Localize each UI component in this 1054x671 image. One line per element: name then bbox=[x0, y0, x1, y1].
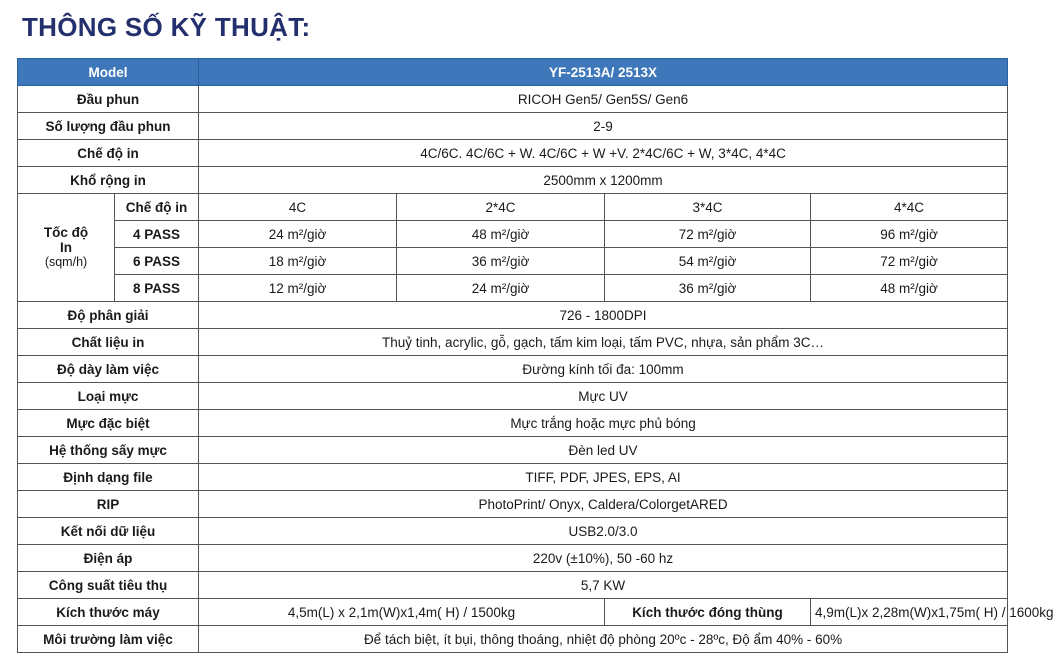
speed-row bbox=[18, 275, 1008, 302]
page-title: THÔNG SỐ KỸ THUẬT: bbox=[22, 12, 311, 42]
env-value: Để tách biệt, ít bụi, thông thoáng, nhiệt độ phòng 20ºc - 28ºc, Độ ẩm 40% - 60% bbox=[199, 626, 1008, 653]
row-value: 220v (±10%), 50 -60 hz bbox=[199, 545, 1008, 572]
row-value: USB2.0/3.0 bbox=[199, 518, 1008, 545]
env-label: Môi trường làm việc bbox=[18, 626, 199, 653]
row-label: Chất liệu in bbox=[18, 329, 199, 356]
speed-mode-label: Chế độ in bbox=[115, 194, 199, 221]
table-row bbox=[18, 518, 1008, 545]
row-value: 2-9 bbox=[199, 113, 1008, 140]
table-row bbox=[18, 356, 1008, 383]
speed-value: 48 m²/giờ bbox=[397, 221, 605, 248]
speed-value: 72 m²/giờ bbox=[811, 248, 1008, 275]
speed-unit: (sqm/h) bbox=[44, 255, 88, 269]
table-row bbox=[18, 545, 1008, 572]
speed-pass: 6 PASS bbox=[115, 248, 199, 275]
speed-value: 24 m²/giờ bbox=[397, 275, 605, 302]
row-value: Đường kính tối đa: 100mm bbox=[199, 356, 1008, 383]
table-row bbox=[18, 437, 1008, 464]
row-label: Điện áp bbox=[18, 545, 199, 572]
speed-label-line2: In bbox=[60, 240, 72, 255]
speed-value: 12 m²/giờ bbox=[199, 275, 397, 302]
row-label: Đầu phun bbox=[18, 86, 199, 113]
row-label: Loại mực bbox=[18, 383, 199, 410]
row-label: Định dạng file bbox=[18, 464, 199, 491]
speed-mode: 3*4C bbox=[605, 194, 811, 221]
speed-value: 96 m²/giờ bbox=[811, 221, 1008, 248]
table-row bbox=[18, 140, 1008, 167]
row-label: Độ phân giải bbox=[18, 302, 199, 329]
row-value: TIFF, PDF, JPES, EPS, AI bbox=[199, 464, 1008, 491]
row-value: Thuỷ tinh, acrylic, gỗ, gạch, tấm kim loại, tấm PVC, nhựa, sản phẩm 3C… bbox=[199, 329, 1008, 356]
table-row bbox=[18, 329, 1008, 356]
row-label: Mực đặc biệt bbox=[18, 410, 199, 437]
speed-value: 72 m²/giờ bbox=[605, 221, 811, 248]
speed-value: 36 m²/giờ bbox=[397, 248, 605, 275]
row-label: Chế độ in bbox=[18, 140, 199, 167]
speed-mode: 4C bbox=[199, 194, 397, 221]
table-row bbox=[18, 464, 1008, 491]
table-row bbox=[18, 167, 1008, 194]
speed-value: 36 m²/giờ bbox=[605, 275, 811, 302]
speed-label bbox=[18, 194, 115, 302]
spec-table bbox=[17, 58, 1054, 653]
speed-mode-row bbox=[18, 194, 1008, 221]
speed-pass: 8 PASS bbox=[115, 275, 199, 302]
row-label: RIP bbox=[18, 491, 199, 518]
speed-value: 24 m²/giờ bbox=[199, 221, 397, 248]
row-label: Số lượng đầu phun bbox=[18, 113, 199, 140]
speed-mode: 4*4C bbox=[811, 194, 1008, 221]
row-value: 4C/6C. 4C/6C + W. 4C/6C + W +V. 2*4C/6C + W, 3*4C, 4*4C bbox=[199, 140, 1008, 167]
table-row bbox=[18, 86, 1008, 113]
row-value: Mực trắng hoặc mực phủ bóng bbox=[199, 410, 1008, 437]
speed-value: 18 m²/giờ bbox=[199, 248, 397, 275]
speed-row bbox=[18, 248, 1008, 275]
env-row bbox=[18, 626, 1008, 653]
size-value: 4,5m(L) x 2,1m(W)x1,4m( H) / 1500kg bbox=[199, 599, 605, 626]
speed-label-line1: Tốc độ bbox=[43, 225, 89, 240]
table-row bbox=[18, 410, 1008, 437]
row-label: Công suất tiêu thụ bbox=[18, 572, 199, 599]
header-value: YF-2513A/ 2513X bbox=[199, 59, 1008, 86]
speed-pass: 4 PASS bbox=[115, 221, 199, 248]
speed-value: 48 m²/giờ bbox=[811, 275, 1008, 302]
table-row bbox=[18, 572, 1008, 599]
row-label: Độ dày làm việc bbox=[18, 356, 199, 383]
header-row bbox=[18, 59, 1008, 86]
row-value: 726 - 1800DPI bbox=[199, 302, 1008, 329]
table-row bbox=[18, 383, 1008, 410]
table-row bbox=[18, 491, 1008, 518]
size-label: Kích thước máy bbox=[18, 599, 199, 626]
packing-size-value: 4,9m(L)x 2,28m(W)x1,75m( H) / 1600kg bbox=[811, 599, 1008, 626]
table-row bbox=[18, 113, 1008, 140]
row-label: Khổ rộng in bbox=[18, 167, 199, 194]
row-label: Kết nối dữ liệu bbox=[18, 518, 199, 545]
speed-value: 54 m²/giờ bbox=[605, 248, 811, 275]
speed-row bbox=[18, 221, 1008, 248]
row-value: 5,7 KW bbox=[199, 572, 1008, 599]
row-value: PhotoPrint/ Onyx, Caldera/ColorgetARED bbox=[199, 491, 1008, 518]
header-label: Model bbox=[18, 59, 199, 86]
row-value: Đèn led UV bbox=[199, 437, 1008, 464]
row-value: RICOH Gen5/ Gen5S/ Gen6 bbox=[199, 86, 1008, 113]
speed-mode: 2*4C bbox=[397, 194, 605, 221]
size-row bbox=[18, 599, 1008, 626]
row-label: Hệ thống sấy mực bbox=[18, 437, 199, 464]
packing-size-label: Kích thước đóng thùng bbox=[605, 599, 811, 626]
row-value: 2500mm x 1200mm bbox=[199, 167, 1008, 194]
table-row bbox=[18, 302, 1008, 329]
row-value: Mực UV bbox=[199, 383, 1008, 410]
